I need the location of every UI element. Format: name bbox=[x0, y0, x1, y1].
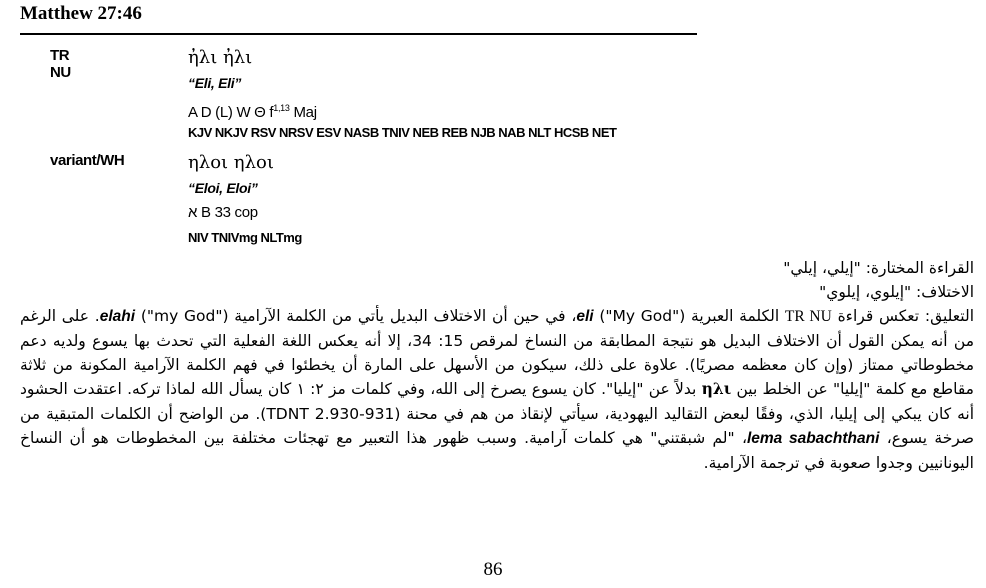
reading-body bbox=[188, 152, 708, 252]
commentary-siglum: TR NU bbox=[784, 308, 832, 326]
version-list: KJV NKJV RSV NRSV ESV NASB TNIV NEB REB NJB NAB NLT HCSB NET bbox=[188, 125, 617, 140]
commentary-greek-term: ηλι bbox=[701, 379, 732, 399]
manuscript-list: A D (L) W Θ f bbox=[188, 104, 274, 121]
commentary-text: التعليق: تعكس قراءة bbox=[831, 307, 974, 326]
reading-label: variant/WH bbox=[50, 152, 125, 169]
commentary-text: بدلاً عن "إيليا". كان يسوع يصرخ إلى الله، وفي كلمات مز ٢: ١ كان يسأل الله لماذا تركه. اعتقدت الحشود أنه كان يبكي إلى إيليا، الذي، وفقًا لبعض التقاليد اليهودية، سيأتي لإنقاذ من هم في محنة (TDNT 2.930-931). من الواضح أن الكلمات المتبقية من صرخة يسوع، bbox=[20, 380, 975, 447]
reading-label: TR NU bbox=[50, 47, 71, 81]
passage-heading: Matthew 27:46 bbox=[20, 3, 142, 24]
manuscript-witnesses: א B 33 cop bbox=[188, 204, 258, 221]
greek-text: ηλοι ηλοι bbox=[188, 152, 274, 173]
commentary-term-eli: eli bbox=[576, 308, 594, 326]
manuscript-superscript: 1,13 bbox=[273, 103, 290, 113]
commentary-paragraph bbox=[20, 304, 974, 475]
english-gloss: “Eloi, Eloi” bbox=[188, 180, 258, 196]
commentary-term-lema-sabachthani: lema sabachthani bbox=[746, 429, 880, 447]
manuscript-majority: Maj bbox=[289, 104, 317, 121]
reading-body bbox=[188, 47, 708, 147]
commentary-text: ، "لم شبقتني" هي كلمات آرامية. وسبب ظهور هذا التعبير مع تهجئات مختلفة بين المخطوطات هو أن النساخ اليونانيين وجدوا صعوبة في ترجمة الآرامية. bbox=[20, 428, 974, 472]
commentary-text: ("My God")، في حين أن الاختلاف البديل يأتي من الكلمة الآرامية bbox=[228, 307, 686, 326]
page-number: 86 bbox=[483, 559, 503, 580]
heading-rule bbox=[20, 33, 697, 35]
manuscript-witnesses bbox=[188, 97, 708, 122]
commentary-text: ("my God"). على الرغم من أنه يمكن القول أن الاختلاف البديل هو نتيجة المطابقة من النساخ لمرقص 15: 34، إلا أنه يعكس اللغة الفعلية التي تحدث بها يسوع ولديه دعم مخطوطاتي ممتاز (وإن كان معظمه مصريًا). علاوة على ذلك، سيكون من الأسهل على المارة أن يخطئوا في فهم الكلمة الآرامية المكونة من ثلاثة مقاطع مع كلمة "إيليا" عن الخلط بين bbox=[20, 307, 974, 399]
version-list: NIV TNIVmg NLTmg bbox=[188, 230, 302, 245]
arabic-commentary bbox=[20, 256, 974, 475]
english-gloss: “Eli, Eli” bbox=[188, 75, 242, 91]
greek-text: ἠλι ἠλι bbox=[188, 47, 253, 68]
commentary-term-elahi: elahi bbox=[99, 308, 136, 326]
commentary-text: الكلمة العبرية bbox=[685, 307, 785, 326]
variant-line: الاختلاف: "إيلوي، إيلوي" bbox=[819, 283, 974, 302]
selected-reading-line: القراءة المختارة: "إيلي، إيلي" bbox=[783, 259, 974, 277]
